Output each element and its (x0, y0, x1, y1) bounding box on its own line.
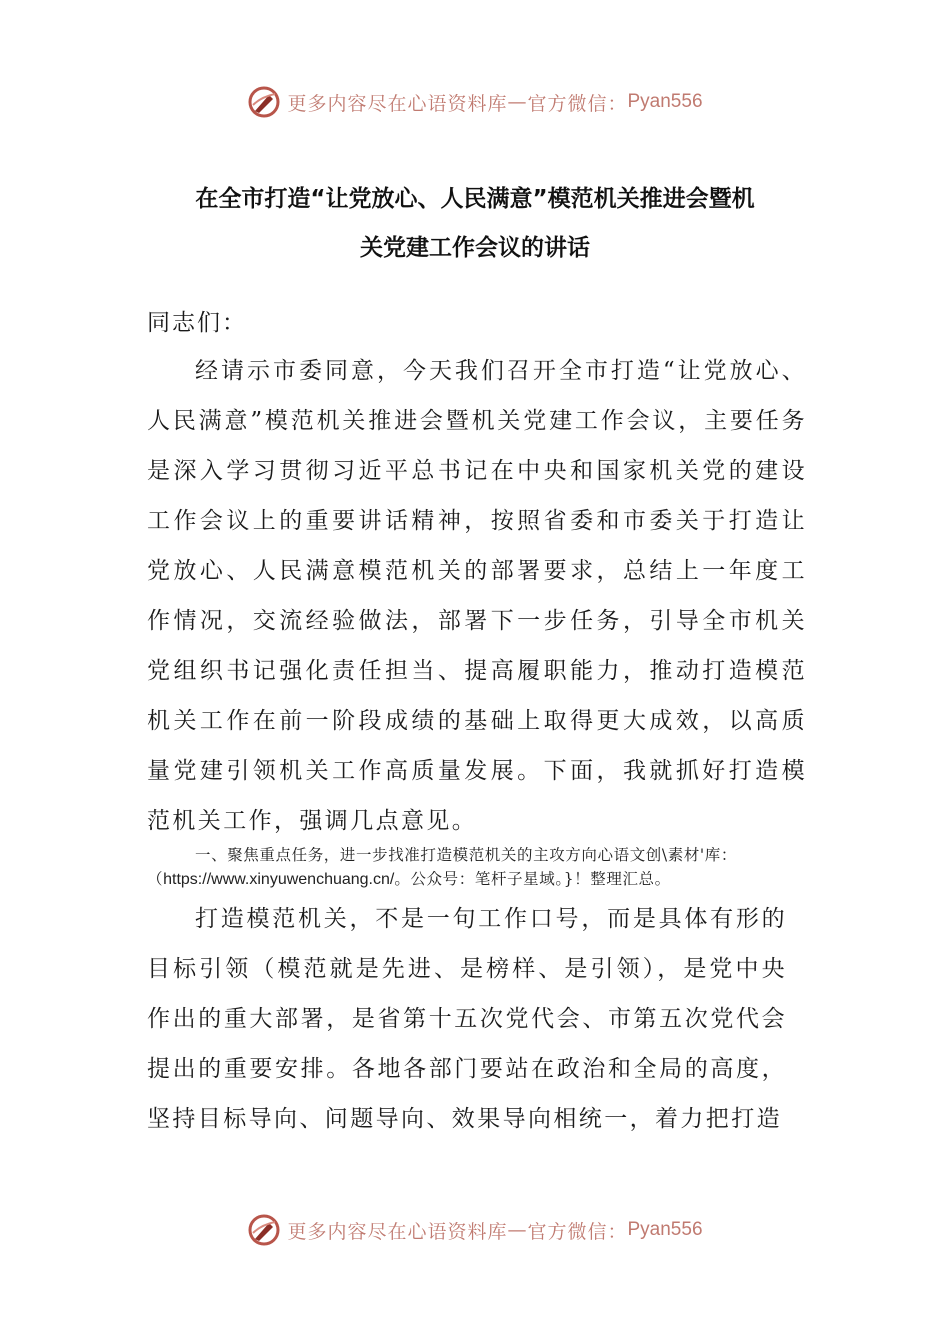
document-title-line-2: 关党建工作会议的讲话 (360, 235, 590, 261)
source-url: https://www.xinyuwenchuang.cn/ (163, 871, 395, 888)
watermark-separator: — (507, 91, 528, 113)
watermark-wechat-label: 官方微信： (527, 1220, 628, 1243)
body-paragraph-1: 经请示市委同意，今天我们召开全市打造“让党放心、人民满意”模范机关推进会暨机关党建工作会议，主要任务是深入学习贯彻习近平总书记在中央和国家机关党的建设工作会议上的重要讲话精神，按照省委和市委关于打造让党放心、人民满意模范机关的部署要求，总结上一年度工作情况，交流经验做法，部署下一步任务，引导全市机关党组织书记强化责任担当、提高履职能力，推动打造模范机关工作在前一阶段成绩的基础上取得更大成效，以高质量党建引领机关工作高质量发展。下面，我就抓好打造模范机关工作，强调几点意见。 (147, 358, 807, 834)
watermark-brand: 更多内容尽在心语资料库 (287, 92, 508, 115)
watermark-wechat-id: Pyan556 (627, 1219, 703, 1240)
watermark-wechat-label: 官方微信： (527, 92, 628, 115)
section-heading-1-prefix: 一、聚焦重点任务，进一步找准打造模范机关的主攻方向心语文创\素材'库：（ (147, 846, 737, 888)
watermark-banner-top (0, 82, 950, 122)
watermark-separator: — (507, 1219, 528, 1241)
watermark-wechat-id: Pyan556 (627, 91, 703, 112)
section-heading-1-suffix: 。公众号：笔杆子星域。}！整理汇总。 (394, 870, 671, 888)
watermark-brand: 更多内容尽在心语资料库 (287, 1220, 508, 1243)
section-heading-1 (147, 843, 827, 892)
document-title-line-1: 在全市打造“让党放心、人民满意”模范机关推进会暨机 (195, 186, 755, 212)
pen-nib-swirl-icon (247, 1213, 281, 1247)
pen-nib-swirl-icon (247, 85, 281, 119)
body-paragraph-2: 打造模范机关，不是一句工作口号，而是具体有形的目标引领（模范就是先进、是榜样、是引领），是党中央作出的重大部署，是省第十五次党代会、市第五次党代会提出的重要安排。各地各部门要站在政治和全局的高度，坚持目标导向、问题导向、效果导向相统一，着力把打造 (147, 906, 787, 1132)
salutation: 同志们： (147, 310, 247, 336)
watermark-banner-bottom (0, 1210, 950, 1250)
